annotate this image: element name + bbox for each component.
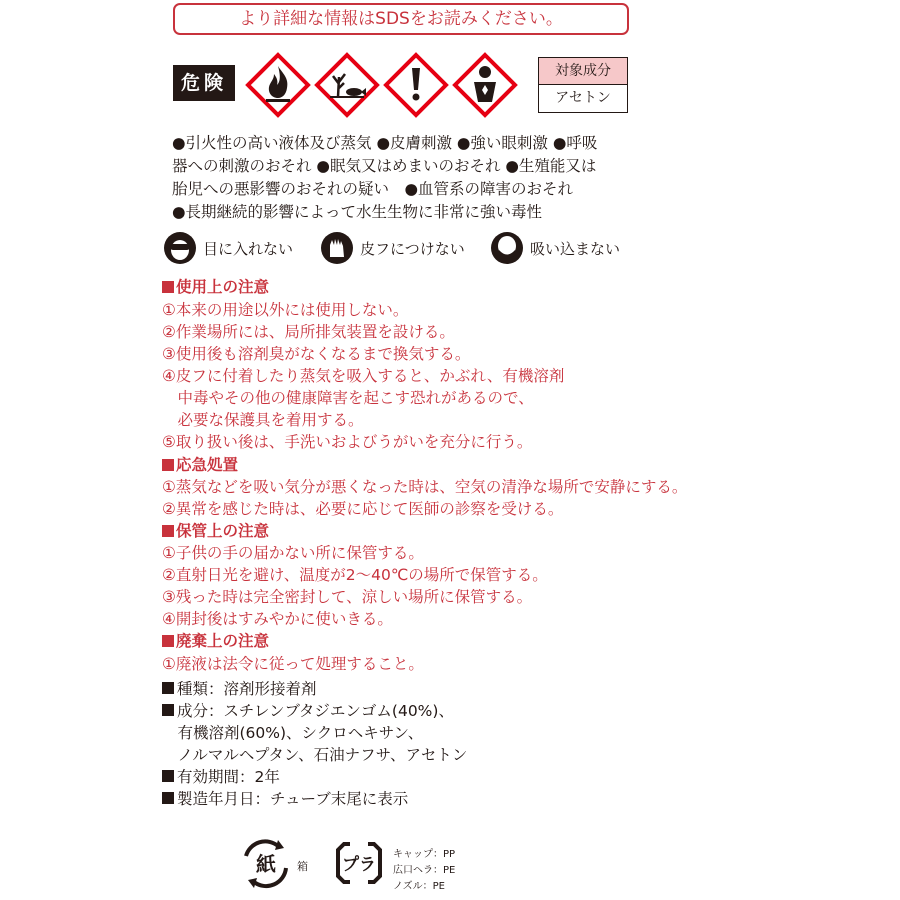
gloves-icon (320, 231, 354, 265)
ppe-inhale-label: 吸い込まない (530, 239, 621, 258)
hazard-line: 器への刺激のおそれ ●眠気又はめまいのおそれ ●生殖能又は (172, 157, 597, 175)
section-title-disposal: 廃棄上の注意 (162, 629, 269, 651)
spec-type: 種類：溶剤形接着剤 (162, 677, 317, 699)
plastic-part-cap: キャップ：PP (393, 849, 456, 860)
usage-item: ③使用後も溶剤臭がなくなるまで換気する。 (162, 345, 471, 363)
ppe-skin (320, 230, 465, 266)
spec-components-cont: 有機溶剤(60%)、シクロヘキサン、 (162, 724, 424, 742)
first-aid-item: ①蒸気などを吸い気分が悪くなった時は、空気の清浄な場所で安静にする。 (162, 478, 688, 496)
ppe-eyes-label: 目に入れない (203, 239, 294, 258)
signal-word-danger: 危険 (173, 65, 235, 101)
spec-manufacture-date: 製造年月日：チューブ末尾に表示 (162, 787, 408, 809)
storage-item: ③残った時は完全密封して、涼しい場所に保管する。 (162, 588, 533, 606)
paper-recycle-icon (238, 838, 294, 890)
flame-pictogram-icon (245, 52, 311, 118)
first-aid-item: ②異常を感じた時は、必要に応じて医師の診察を受ける。 (162, 500, 564, 518)
ppe-inhale (490, 230, 620, 266)
spec-components: 成分：スチレンブタジエンゴム(40%)、 (162, 699, 454, 721)
plastic-part-spatula: 広口ヘラ：PE (393, 865, 456, 876)
sds-notice: より詳細な情報はSDSをお読みください。 (173, 3, 629, 35)
health-hazard-pictogram-icon (452, 52, 518, 118)
section-title-first-aid: 応急処置 (162, 453, 238, 475)
target-component-box (538, 57, 628, 113)
usage-item: ⑤取り扱い後は、手洗いおよびうがいを充分に行う。 (162, 433, 533, 451)
ppe-skin-label: 皮フにつけない (360, 239, 465, 258)
plastic-part-nozzle: ノズル：PE (393, 881, 445, 892)
ppe-eyes (163, 230, 293, 266)
plastic-mark-text: プラ (342, 855, 376, 875)
usage-item: 中毒やその他の健康障害を起こす恐れがあるので、 (162, 389, 534, 407)
storage-item: ④開封後はすみやかに使いきる。 (162, 610, 393, 628)
hazard-line: ●長期継続的影響によって水生生物に非常に強い毒性 (172, 203, 543, 221)
section-title-usage: 使用上の注意 (162, 275, 269, 297)
goggles-icon (163, 231, 197, 265)
paper-label: 箱 (297, 860, 308, 873)
environment-pictogram-icon (314, 52, 380, 118)
usage-item: ②作業場所には、局所排気装置を設ける。 (162, 323, 455, 341)
usage-item: ①本来の用途以外には使用しない。 (162, 301, 409, 319)
storage-item: ②直射日光を避け、温度が2～40℃の場所で保管する。 (162, 566, 548, 584)
usage-item: 必要な保護具を着用する。 (162, 411, 364, 429)
hazard-line: 胎児への悪影響のおそれの疑い ●血管系の障害のおそれ (172, 180, 574, 198)
usage-item: ④皮フに付着したり蒸気を吸入すると、かぶれ、有機溶剤 (162, 367, 565, 385)
hazard-line: ●引火性の高い液体及び蒸気 ●皮膚刺激 ●強い眼刺激 ●呼吸 (172, 134, 598, 152)
spec-components-cont: ノルマルヘプタン、石油ナフサ、アセトン (162, 746, 468, 764)
disposal-item: ①廃液は法令に従って処理すること。 (162, 655, 424, 673)
spec-shelf-life: 有効期間：2年 (162, 765, 280, 787)
target-component-header: 対象成分 (539, 58, 627, 85)
plastic-recycle-icon (330, 836, 388, 890)
mask-icon (490, 231, 524, 265)
exclamation-pictogram-icon (383, 52, 449, 118)
paper-mark-text: 紙 (256, 852, 276, 876)
target-component-value: アセトン (555, 90, 611, 106)
section-title-storage: 保管上の注意 (162, 519, 269, 541)
storage-item: ①子供の手の届かない所に保管する。 (162, 544, 424, 562)
